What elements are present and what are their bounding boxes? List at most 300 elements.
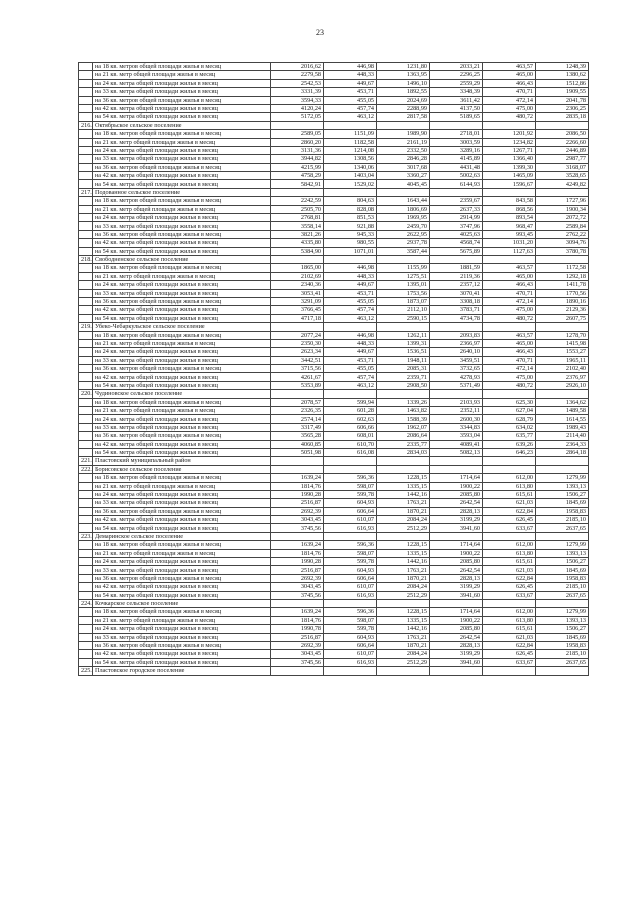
value-cell-5: 475,00 — [483, 104, 536, 112]
value-cell-6: 1770,56 — [536, 289, 589, 297]
value-cell-4: 2033,21 — [430, 63, 483, 71]
value-cell-4: 5082,13 — [430, 448, 483, 456]
value-cell-4: 2359,67 — [430, 197, 483, 205]
value-cell-3 — [377, 323, 430, 331]
row-index — [79, 230, 93, 238]
row-label: на 24 кв. метра общей площади жилья в месяц — [93, 146, 271, 154]
value-cell-3: 1363,95 — [377, 71, 430, 79]
value-cell-2: 599,94 — [324, 398, 377, 406]
value-cell-4: 4734,78 — [430, 314, 483, 322]
table-row — [79, 407, 589, 415]
value-cell-1: 5051,98 — [271, 448, 324, 456]
value-cell-2: 457,74 — [324, 104, 377, 112]
value-cell-3: 1588,39 — [377, 415, 430, 423]
row-label: на 54 кв. метра общей площади жилья в месяц — [93, 180, 271, 188]
value-cell-3: 1962,07 — [377, 423, 430, 431]
value-cell-5: 622,84 — [483, 574, 536, 582]
value-cell-4: 5189,65 — [430, 113, 483, 121]
value-cell-1: 2516,87 — [271, 566, 324, 574]
value-cell-6: 1958,83 — [536, 507, 589, 515]
value-cell-6: 1553,27 — [536, 348, 589, 356]
row-index — [79, 633, 93, 641]
value-cell-3: 2084,24 — [377, 583, 430, 591]
row-index — [79, 608, 93, 616]
value-cell-6: 2102,40 — [536, 365, 589, 373]
row-index: 222. — [79, 465, 93, 473]
row-label: на 18 кв. метров общей площади жилья в месяц — [93, 541, 271, 549]
value-cell-5: 612,00 — [483, 541, 536, 549]
value-cell-3: 2085,31 — [377, 365, 430, 373]
row-index — [79, 104, 93, 112]
value-cell-4: 3941,60 — [430, 524, 483, 532]
value-cell-4: 2366,97 — [430, 339, 483, 347]
value-cell-6 — [536, 465, 589, 473]
value-cell-2: 604,93 — [324, 499, 377, 507]
value-cell-1: 4120,24 — [271, 104, 324, 112]
section-row — [79, 188, 589, 196]
row-index — [79, 339, 93, 347]
value-cell-4: 3941,60 — [430, 658, 483, 666]
value-cell-3: 1870,21 — [377, 507, 430, 515]
value-cell-2 — [324, 188, 377, 196]
value-cell-4: 2828,13 — [430, 507, 483, 515]
value-cell-5: 1596,67 — [483, 180, 536, 188]
value-cell-1: 3594,33 — [271, 96, 324, 104]
value-cell-3: 1989,90 — [377, 130, 430, 138]
row-index — [79, 591, 93, 599]
value-cell-6: 1364,62 — [536, 398, 589, 406]
value-cell-5: 470,71 — [483, 356, 536, 364]
value-cell-1: 2692,39 — [271, 641, 324, 649]
value-cell-3 — [377, 188, 430, 196]
row-index — [79, 79, 93, 87]
value-cell-5: 646,23 — [483, 448, 536, 456]
row-label: на 21 кв. метр общей площади жилья в месяц — [93, 482, 271, 490]
value-cell-6: 1279,99 — [536, 541, 589, 549]
value-cell-4: 1900,22 — [430, 482, 483, 490]
value-cell-6 — [536, 323, 589, 331]
value-cell-4: 2119,36 — [430, 272, 483, 280]
table-row — [79, 641, 589, 649]
value-cell-4: 4145,89 — [430, 155, 483, 163]
row-label: на 21 кв. метр общей площади жилья в месяц — [93, 71, 271, 79]
value-cell-3: 1870,21 — [377, 641, 430, 649]
value-cell-6: 1890,16 — [536, 297, 589, 305]
section-row — [79, 465, 589, 473]
value-cell-3: 1339,26 — [377, 398, 430, 406]
row-label: на 54 кв. метра общей площади жилья в месяц — [93, 448, 271, 456]
value-cell-2: 980,55 — [324, 239, 377, 247]
value-cell-6: 1506,27 — [536, 490, 589, 498]
row-index — [79, 222, 93, 230]
value-cell-1: 3043,45 — [271, 516, 324, 524]
value-cell-5: 968,47 — [483, 222, 536, 230]
value-cell-4 — [430, 323, 483, 331]
value-cell-6: 1393,13 — [536, 549, 589, 557]
value-cell-4: 4089,41 — [430, 440, 483, 448]
value-cell-1: 1639,24 — [271, 608, 324, 616]
value-cell-1: 5172,05 — [271, 113, 324, 121]
value-cell-5: 1031,20 — [483, 239, 536, 247]
table-row — [79, 113, 589, 121]
value-cell-6: 2376,97 — [536, 373, 589, 381]
value-cell-4: 2600,30 — [430, 415, 483, 423]
value-cell-6: 2086,50 — [536, 130, 589, 138]
value-cell-2: 1403,04 — [324, 172, 377, 180]
value-cell-2: 606,64 — [324, 641, 377, 649]
row-index — [79, 272, 93, 280]
row-index — [79, 205, 93, 213]
row-label: на 18 кв. метров общей площади жилья в месяц — [93, 63, 271, 71]
value-cell-4: 2642,54 — [430, 566, 483, 574]
value-cell-6: 1958,83 — [536, 574, 589, 582]
value-cell-1: 3131,36 — [271, 146, 324, 154]
row-index — [79, 348, 93, 356]
value-cell-3: 1806,69 — [377, 205, 430, 213]
value-cell-3: 1335,15 — [377, 549, 430, 557]
value-cell-4 — [430, 532, 483, 540]
value-cell-1: 3317,49 — [271, 423, 324, 431]
value-cell-1: 2078,57 — [271, 398, 324, 406]
value-cell-1: 3715,56 — [271, 365, 324, 373]
value-cell-5: 634,02 — [483, 423, 536, 431]
value-cell-3: 2590,15 — [377, 314, 430, 322]
section-name: Свободненское сельское поселение — [93, 255, 271, 263]
value-cell-4: 2085,80 — [430, 490, 483, 498]
value-cell-4: 1900,22 — [430, 549, 483, 557]
value-cell-4: 3747,96 — [430, 222, 483, 230]
table-row — [79, 482, 589, 490]
value-cell-2 — [324, 255, 377, 263]
value-cell-2: 457,74 — [324, 306, 377, 314]
row-label: на 21 кв. метр общей площади жилья в месяц — [93, 616, 271, 624]
table-row — [79, 566, 589, 574]
row-index — [79, 641, 93, 649]
value-cell-6: 1727,96 — [536, 197, 589, 205]
value-cell-4 — [430, 667, 483, 675]
value-cell-4: 3783,71 — [430, 306, 483, 314]
table-row — [79, 71, 589, 79]
row-label: на 18 кв. метров общей площади жилья в месяц — [93, 197, 271, 205]
row-index — [79, 432, 93, 440]
value-cell-1: 1990,28 — [271, 490, 324, 498]
value-cell-6 — [536, 121, 589, 129]
value-cell-3: 2084,24 — [377, 516, 430, 524]
row-label: на 33 кв. метра общей площади жилья в месяц — [93, 289, 271, 297]
value-cell-2: 606,64 — [324, 507, 377, 515]
row-label: на 24 кв. метра общей площади жилья в месяц — [93, 490, 271, 498]
value-cell-2: 446,98 — [324, 63, 377, 71]
value-cell-1: 3944,82 — [271, 155, 324, 163]
row-label: на 36 кв. метров общей площади жилья в месяц — [93, 163, 271, 171]
value-cell-1: 2016,62 — [271, 63, 324, 71]
section-row — [79, 121, 589, 129]
value-cell-3: 1753,56 — [377, 289, 430, 297]
value-cell-3: 1948,11 — [377, 356, 430, 364]
value-cell-3: 2459,70 — [377, 222, 430, 230]
row-label: на 42 кв. метра общей площади жилья в месяц — [93, 650, 271, 658]
value-cell-3 — [377, 121, 430, 129]
row-label: на 33 кв. метра общей площади жилья в месяц — [93, 222, 271, 230]
value-cell-3: 1399,31 — [377, 339, 430, 347]
section-row — [79, 600, 589, 608]
value-cell-3: 2622,95 — [377, 230, 430, 238]
value-cell-2: 596,36 — [324, 474, 377, 482]
row-index — [79, 373, 93, 381]
value-cell-4: 3199,29 — [430, 516, 483, 524]
value-cell-5: 626,45 — [483, 583, 536, 591]
row-label: на 24 кв. метра общей площади жилья в месяц — [93, 79, 271, 87]
value-cell-5 — [483, 457, 536, 465]
value-cell-1 — [271, 667, 324, 675]
row-index — [79, 650, 93, 658]
table-row — [79, 197, 589, 205]
value-cell-1 — [271, 255, 324, 263]
value-cell-3: 3360,27 — [377, 172, 430, 180]
value-cell-4: 2559,29 — [430, 79, 483, 87]
table-row — [79, 583, 589, 591]
table-row — [79, 314, 589, 322]
value-cell-5: 612,00 — [483, 474, 536, 482]
value-cell-6: 3528,65 — [536, 172, 589, 180]
value-cell-3: 4045,45 — [377, 180, 430, 188]
value-cell-1: 1639,24 — [271, 541, 324, 549]
value-cell-2: 598,07 — [324, 482, 377, 490]
table-row — [79, 172, 589, 180]
value-cell-1: 3745,56 — [271, 524, 324, 532]
value-cell-3: 1155,99 — [377, 264, 430, 272]
value-cell-5: 472,14 — [483, 297, 536, 305]
value-cell-4: 2296,25 — [430, 71, 483, 79]
value-cell-1: 2505,70 — [271, 205, 324, 213]
value-cell-3: 2332,50 — [377, 146, 430, 154]
value-cell-1 — [271, 600, 324, 608]
table-row — [79, 63, 589, 71]
row-index — [79, 566, 93, 574]
value-cell-1: 3766,45 — [271, 306, 324, 314]
value-cell-3: 1496,10 — [377, 79, 430, 87]
value-cell-6: 2114,40 — [536, 432, 589, 440]
row-index — [79, 558, 93, 566]
value-cell-4: 2642,54 — [430, 499, 483, 507]
value-cell-4 — [430, 121, 483, 129]
value-cell-1: 2574,14 — [271, 415, 324, 423]
value-cell-1: 4335,80 — [271, 239, 324, 247]
value-cell-5: 1366,40 — [483, 155, 536, 163]
row-label: на 21 кв. метр общей площади жилья в месяц — [93, 138, 271, 146]
value-cell-1: 3043,45 — [271, 583, 324, 591]
value-cell-6: 1506,27 — [536, 558, 589, 566]
value-cell-2: 455,05 — [324, 365, 377, 373]
row-index — [79, 331, 93, 339]
table-row — [79, 306, 589, 314]
row-index — [79, 658, 93, 666]
value-cell-4 — [430, 390, 483, 398]
table-row — [79, 650, 589, 658]
value-cell-6: 2446,89 — [536, 146, 589, 154]
table-row — [79, 423, 589, 431]
value-cell-6: 1393,13 — [536, 616, 589, 624]
value-cell-6 — [536, 532, 589, 540]
value-cell-6: 1248,39 — [536, 63, 589, 71]
value-cell-2: 463,12 — [324, 381, 377, 389]
value-cell-4: 1881,59 — [430, 264, 483, 272]
value-cell-5: 613,80 — [483, 482, 536, 490]
value-cell-2 — [324, 390, 377, 398]
value-cell-2: 448,33 — [324, 272, 377, 280]
section-row — [79, 323, 589, 331]
value-cell-5: 1267,71 — [483, 146, 536, 154]
value-cell-5: 466,43 — [483, 79, 536, 87]
section-row — [79, 255, 589, 263]
value-cell-5: 893,54 — [483, 214, 536, 222]
row-label: на 42 кв. метра общей площади жилья в месяц — [93, 172, 271, 180]
section-name: Октябрьское сельское поселение — [93, 121, 271, 129]
value-cell-6: 1278,70 — [536, 331, 589, 339]
value-cell-5: 465,00 — [483, 339, 536, 347]
value-cell-4: 1714,64 — [430, 541, 483, 549]
value-cell-6: 2185,10 — [536, 583, 589, 591]
value-cell-3: 1536,51 — [377, 348, 430, 356]
value-cell-5: 466,43 — [483, 348, 536, 356]
table-row — [79, 88, 589, 96]
value-cell-4 — [430, 188, 483, 196]
value-cell-3: 2512,29 — [377, 658, 430, 666]
value-cell-6: 1380,62 — [536, 71, 589, 79]
table-row — [79, 146, 589, 154]
value-cell-4: 2828,13 — [430, 641, 483, 649]
value-cell-4: 2642,54 — [430, 633, 483, 641]
value-cell-5: 613,80 — [483, 549, 536, 557]
value-cell-2: 616,93 — [324, 524, 377, 532]
value-cell-2: 610,70 — [324, 440, 377, 448]
value-cell-1: 2692,39 — [271, 574, 324, 582]
value-cell-4: 2718,01 — [430, 130, 483, 138]
row-index — [79, 583, 93, 591]
value-cell-6 — [536, 255, 589, 263]
value-cell-6: 2835,18 — [536, 113, 589, 121]
value-cell-2: 602,63 — [324, 415, 377, 423]
value-cell-4: 5371,49 — [430, 381, 483, 389]
value-cell-6: 1909,55 — [536, 88, 589, 96]
section-name: Пластовский муниципальный район — [93, 457, 271, 465]
row-label: на 21 кв. метр общей площади жилья в месяц — [93, 549, 271, 557]
table-row — [79, 658, 589, 666]
value-cell-2: 1340,06 — [324, 163, 377, 171]
row-label: на 36 кв. метров общей площади жилья в месяц — [93, 96, 271, 104]
tariff-table — [78, 62, 589, 676]
value-cell-3: 1228,15 — [377, 608, 430, 616]
value-cell-5: 480,72 — [483, 113, 536, 121]
value-cell-4: 2828,13 — [430, 574, 483, 582]
value-cell-6: 1279,99 — [536, 474, 589, 482]
value-cell-6: 1614,55 — [536, 415, 589, 423]
value-cell-6: 4249,82 — [536, 180, 589, 188]
table-row — [79, 230, 589, 238]
value-cell-1: 2340,36 — [271, 281, 324, 289]
row-label: на 33 кв. метра общей площади жилья в месяц — [93, 499, 271, 507]
value-cell-1 — [271, 121, 324, 129]
row-index — [79, 574, 93, 582]
row-index — [79, 63, 93, 71]
value-cell-3: 2359,71 — [377, 373, 430, 381]
value-cell-6: 2129,36 — [536, 306, 589, 314]
table-row — [79, 289, 589, 297]
table-row — [79, 524, 589, 532]
table-row — [79, 96, 589, 104]
value-cell-3: 2846,28 — [377, 155, 430, 163]
value-cell-5: 621,03 — [483, 499, 536, 507]
value-cell-2: 599,78 — [324, 558, 377, 566]
table-row — [79, 365, 589, 373]
value-cell-3: 1763,21 — [377, 499, 430, 507]
value-cell-2: 453,71 — [324, 88, 377, 96]
value-cell-2 — [324, 600, 377, 608]
table-row — [79, 381, 589, 389]
row-index — [79, 155, 93, 163]
row-label: на 24 кв. метра общей площади жилья в месяц — [93, 281, 271, 289]
row-label: на 36 кв. метров общей площади жилья в месяц — [93, 365, 271, 373]
table-row — [79, 633, 589, 641]
value-cell-4: 2357,12 — [430, 281, 483, 289]
value-cell-6: 2185,10 — [536, 650, 589, 658]
value-cell-6: 2072,72 — [536, 214, 589, 222]
row-label: на 42 кв. метра общей площади жилья в месяц — [93, 373, 271, 381]
value-cell-5: 465,00 — [483, 272, 536, 280]
section-name: Борисовское сельское поселение — [93, 465, 271, 473]
table-row — [79, 339, 589, 347]
value-cell-4: 4431,48 — [430, 163, 483, 171]
table-row — [79, 272, 589, 280]
value-cell-5: 635,77 — [483, 432, 536, 440]
value-cell-2 — [324, 323, 377, 331]
row-index — [79, 146, 93, 154]
value-cell-3 — [377, 532, 430, 540]
row-label: на 24 кв. метра общей площади жилья в месяц — [93, 348, 271, 356]
table-row — [79, 297, 589, 305]
value-cell-2: 449,67 — [324, 281, 377, 289]
value-cell-5: 465,00 — [483, 71, 536, 79]
value-cell-1: 3291,09 — [271, 297, 324, 305]
value-cell-1: 2516,87 — [271, 633, 324, 641]
row-label: на 54 кв. метра общей площади жилья в месяц — [93, 658, 271, 666]
table-row — [79, 558, 589, 566]
table-row — [79, 264, 589, 272]
value-cell-2: 448,33 — [324, 71, 377, 79]
value-cell-3: 1763,21 — [377, 566, 430, 574]
row-index — [79, 113, 93, 121]
row-label: на 24 кв. метра общей площади жилья в месяц — [93, 214, 271, 222]
value-cell-3: 2288,99 — [377, 104, 430, 112]
value-cell-2: 453,71 — [324, 289, 377, 297]
row-label: на 18 кв. метров общей площади жилья в месяц — [93, 264, 271, 272]
row-index — [79, 541, 93, 549]
row-index — [79, 289, 93, 297]
row-index — [79, 356, 93, 364]
value-cell-1: 3331,39 — [271, 88, 324, 96]
value-cell-4: 3003,59 — [430, 138, 483, 146]
row-index — [79, 297, 93, 305]
value-cell-5: 1399,30 — [483, 163, 536, 171]
value-cell-1: 2326,35 — [271, 407, 324, 415]
table-row — [79, 247, 589, 255]
table-row — [79, 516, 589, 524]
row-index — [79, 306, 93, 314]
table-row — [79, 625, 589, 633]
value-cell-6: 1489,58 — [536, 407, 589, 415]
value-cell-6: 1845,69 — [536, 633, 589, 641]
value-cell-2: 610,07 — [324, 516, 377, 524]
